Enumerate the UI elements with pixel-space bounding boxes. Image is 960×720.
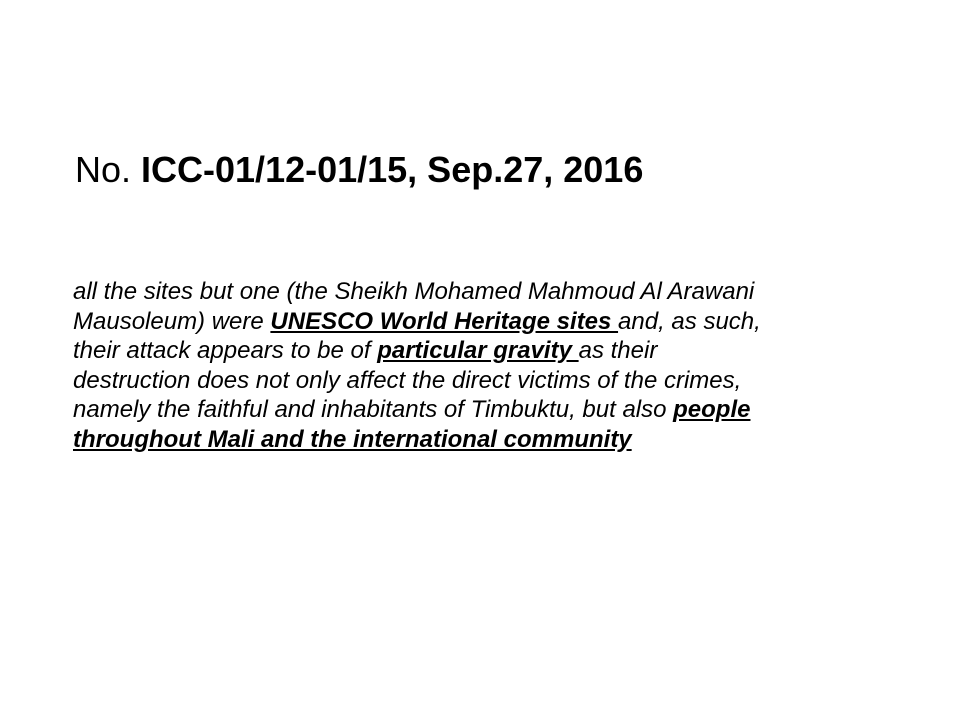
- emphasis-unesco-sites: UNESCO World Heritage sites: [270, 307, 619, 335]
- slide-title: [75, 146, 643, 194]
- quote-line-4: [73, 366, 903, 396]
- quote-segment: and, as such,: [618, 307, 761, 335]
- quote-segment: all the sites but one (the Sheikh Mohamed Mahmoud Al Arawani: [73, 278, 755, 305]
- quote-line-1: [73, 277, 903, 307]
- quote-segment: as their: [578, 337, 658, 364]
- quoted-text: [73, 277, 903, 454]
- quote-segment: namely the faithful and inhabitants of Timbuktu, but also: [73, 396, 674, 423]
- emphasis-international-community: throughout Mali and the international community: [73, 425, 632, 453]
- quote-segment: Mausoleum) were: [73, 307, 271, 335]
- emphasis-people: people: [673, 396, 751, 423]
- quote-line-2: [73, 307, 903, 337]
- quote-segment: their attack appears to be of: [73, 337, 378, 364]
- quote-line-3: [73, 336, 903, 366]
- case-reference: ICC-01/12-01/15, Sep.27, 2016: [141, 149, 644, 190]
- quote-segment: destruction does not only affect the direct victims of the crimes,: [73, 366, 742, 394]
- title-prefix: No.: [75, 149, 142, 190]
- quote-line-5: [73, 395, 903, 425]
- emphasis-particular-gravity: particular gravity: [377, 337, 579, 364]
- quote-line-6: [73, 425, 903, 455]
